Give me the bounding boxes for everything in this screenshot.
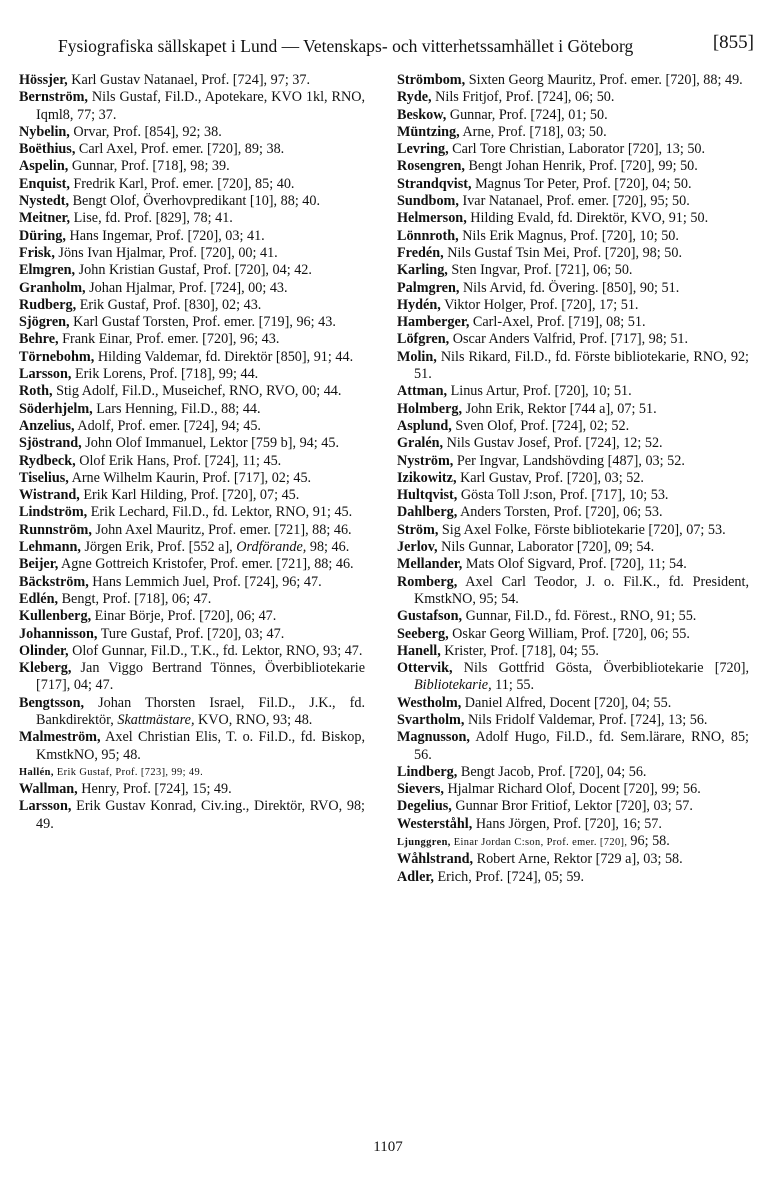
index-entry xyxy=(19,435,365,452)
entry-name: Hössjer, xyxy=(19,72,68,88)
index-entry xyxy=(19,124,365,141)
entry-name: Rudberg, xyxy=(19,296,77,313)
entry-name: Johannisson, xyxy=(19,625,98,642)
entry-name: Malmeström, xyxy=(19,729,101,746)
entry-details: Stig Adolf, Fil.D., Museichef, RNO, RVO, 00; 44. xyxy=(56,383,342,400)
index-entry xyxy=(19,331,365,348)
entry-details: Arne Wilhelm Kaurin, Prof. [717], 02; 45. xyxy=(71,469,312,486)
entry-details: Gunnar, Prof. [724], 01; 50. xyxy=(449,106,608,123)
index-entry xyxy=(19,470,365,487)
entry-details: Robert Arne, Rektor [729 a], 03; 58. xyxy=(476,851,683,868)
index-entry xyxy=(397,816,749,833)
entry-name: Seeberg, xyxy=(397,625,449,642)
index-entry xyxy=(397,764,749,781)
entry-name: Larsson, xyxy=(19,366,72,383)
entry-name: Bäckström, xyxy=(19,573,89,590)
entry-name: Attman, xyxy=(397,383,448,400)
index-entry xyxy=(19,245,365,262)
index-entry xyxy=(19,591,365,608)
entry-details: Viktor Holger, Prof. [720], 17; 51. xyxy=(444,296,639,313)
entry-details: Nils Rikard, Fil.D., fd. Förste bibliotekarie, RNO, 92; 51. xyxy=(414,348,749,383)
entry-details: Einar Jordan C:son, Prof. emer. [720], xyxy=(453,837,628,849)
entry-name: Granholm, xyxy=(19,279,86,296)
entry-name: Hallén, xyxy=(19,766,54,778)
index-entry xyxy=(397,107,749,124)
entry-details: Sten Ingvar, Prof. [721], 06; 50. xyxy=(451,262,633,279)
entry-name: Düring, xyxy=(19,227,66,244)
index-entry xyxy=(19,193,365,210)
entry-name: Meitner, xyxy=(19,210,71,227)
entry-details: Erik Gustav Konrad, Civ.ing., Direktör, RVO, 98; 49. xyxy=(36,798,365,832)
entry-details: John Kristian Gustaf, Prof. [720], 04; 42. xyxy=(78,262,312,279)
index-entry xyxy=(397,660,749,695)
entry-details: Olof Gunnar, Fil.D., T.K., fd. Lektor, RNO, 93; 47. xyxy=(72,642,363,659)
entry-name: Rydbeck, xyxy=(19,452,76,469)
index-entry xyxy=(397,453,749,470)
entry-name: Ottervik, xyxy=(397,660,453,677)
entry-name: Boëthius, xyxy=(19,141,76,158)
index-entry xyxy=(19,608,365,625)
index-entry xyxy=(397,435,749,452)
index-entry xyxy=(397,124,749,141)
entry-name: Müntzing, xyxy=(397,123,460,140)
entry-details: Gunnar Bror Fritiof, Lektor [720], 03; 57. xyxy=(455,798,693,815)
index-entry xyxy=(397,781,749,798)
index-entry xyxy=(397,539,749,556)
entry-details: Fredrik Karl, Prof. emer. [720], 85; 40. xyxy=(73,175,295,192)
entry-name: Sievers, xyxy=(397,781,444,798)
entry-name: Gustafson, xyxy=(397,608,463,625)
entry-details: Nils Gustaf, Fil.D., Apotekare, KVO 1kl, RNO, Iqml8, 77; 37. xyxy=(36,89,366,123)
index-entry xyxy=(397,349,749,384)
index-entry xyxy=(397,729,749,764)
entry-details: Karl Gustav, Prof. [720], 03; 52. xyxy=(460,469,644,486)
entry-name: Gralén, xyxy=(397,435,444,452)
entry-details: Mats Olof Sigvard, Prof. [720], 11; 54. xyxy=(465,556,687,573)
entry-details: Axel Carl Teodor, J. o. Fil.K., fd. President, KmstkNO, 95; 54. xyxy=(414,573,749,607)
entry-name: Kleberg, xyxy=(19,660,72,677)
entry-name: Behre, xyxy=(19,331,59,348)
entry-name: Palmgren, xyxy=(397,279,460,296)
entry-name: Strandqvist, xyxy=(397,175,472,192)
entry-details: Carl Tore Christian, Laborator [720], 13; 50. xyxy=(452,141,706,158)
index-entry xyxy=(19,487,365,504)
entry-name: Sjöstrand, xyxy=(19,435,82,452)
index-entry xyxy=(397,712,749,729)
entry-name: Runnström, xyxy=(19,521,92,538)
entry-name: Wallman, xyxy=(19,781,78,798)
index-entry xyxy=(397,401,749,418)
index-entry xyxy=(397,89,749,106)
entry-details: Hans Ingemar, Prof. [720], 03; 41. xyxy=(69,227,265,244)
index-entry xyxy=(19,401,365,418)
entry-name: Helmerson, xyxy=(397,210,467,227)
index-entry xyxy=(397,608,749,625)
entry-name: Beskow, xyxy=(397,106,447,123)
index-entry xyxy=(19,626,365,643)
entry-details: Henry, Prof. [724], 15; 49. xyxy=(81,781,232,798)
index-entry xyxy=(19,660,365,695)
entry-name: Nyström, xyxy=(397,452,454,469)
index-entry xyxy=(19,89,365,124)
entry-details: Sven Olof, Prof. [724], 02; 52. xyxy=(455,417,630,434)
index-entry xyxy=(19,574,365,591)
entry-name: Hydén, xyxy=(397,296,441,313)
entry-name: Hamberger, xyxy=(397,314,470,331)
index-entry xyxy=(397,626,749,643)
entry-name: Edlén, xyxy=(19,590,59,607)
entry-details: Jörgen Erik, Prof. [552 a], xyxy=(84,539,233,556)
entry-details: Erik Gustaf, Prof. [723], 99; 49. xyxy=(56,766,204,778)
entry-name: Hanell, xyxy=(397,642,441,659)
index-entry xyxy=(397,193,749,210)
index-entry xyxy=(19,228,365,245)
index-entry xyxy=(19,504,365,521)
index-entry xyxy=(397,297,749,314)
entry-details: Johan Hjalmar, Prof. [724], 00; 43. xyxy=(89,279,288,296)
index-entry xyxy=(397,141,749,158)
index-entry xyxy=(397,262,749,279)
entry-years: 98; 46. xyxy=(309,539,350,556)
index-entry xyxy=(19,297,365,314)
index-entry xyxy=(397,851,749,868)
entry-details: Frank Einar, Prof. emer. [720], 96; 43. xyxy=(62,331,280,348)
index-entry xyxy=(19,280,365,297)
entry-details: Per Ingvar, Landshövding [487], 03; 52. xyxy=(456,452,685,469)
entry-details: Hans Lemmich Juel, Prof. [724], 96; 47. xyxy=(92,573,322,590)
entry-name: Rosengren, xyxy=(397,158,465,175)
index-entry xyxy=(19,72,365,89)
entry-details: Bengt Jacob, Prof. [720], 04; 56. xyxy=(460,763,647,780)
index-entry xyxy=(19,418,365,435)
entry-name: Elmgren, xyxy=(19,262,76,279)
right-column xyxy=(397,72,749,886)
entry-details: Oscar Anders Valfrid, Prof. [717], 98; 51. xyxy=(452,331,689,348)
index-entry xyxy=(19,158,365,175)
index-entry xyxy=(397,72,749,89)
header-page-ref: [855] xyxy=(712,32,754,53)
index-entry xyxy=(19,383,365,400)
entry-name: Lindberg, xyxy=(397,763,458,780)
entry-name: Jerlov, xyxy=(397,539,438,556)
entry-name: Anzelius, xyxy=(19,417,75,434)
entry-details: Hans Jörgen, Prof. [720], 16; 57. xyxy=(475,815,662,832)
entry-name: Karling, xyxy=(397,262,448,279)
entry-details: Krister, Prof. [718], 04; 55. xyxy=(444,642,599,659)
entry-name: Lindström, xyxy=(19,504,88,521)
index-entry xyxy=(397,280,749,297)
entry-name: Nybelin, xyxy=(19,123,70,140)
entry-name: Sundbom, xyxy=(397,193,459,210)
entry-name: Izikowitz, xyxy=(397,469,457,486)
entry-name: Törnebohm, xyxy=(19,348,95,365)
entry-details: Nils Gustaf Tsin Mei, Prof. [720], 98; 50. xyxy=(447,244,682,261)
entry-details: Jan Viggo Bertrand Tönnes, Överbibliotekarie [717], 04; 47. xyxy=(36,660,366,694)
entry-name: Nystedt, xyxy=(19,193,70,210)
entry-name: Ryde, xyxy=(397,89,432,106)
index-entry xyxy=(397,210,749,227)
entry-name: Sjögren, xyxy=(19,314,70,331)
entry-details: Carl Axel, Prof. emer. [720], 89; 38. xyxy=(78,141,285,158)
index-entry xyxy=(19,349,365,366)
entry-name: Bernström, xyxy=(19,89,88,106)
header-title: Fysiografiska sällskapet i Lund — Vetenskaps- och vitterhetssamhället i Göteborg xyxy=(58,36,634,56)
entry-details: Orvar, Prof. [854], 92; 38. xyxy=(73,123,222,140)
page-number: 1107 xyxy=(373,1139,403,1155)
entry-name: Beijer, xyxy=(19,556,59,573)
entry-details: Nils Erik Magnus, Prof. [720], 10; 50. xyxy=(462,227,679,244)
entry-details: Sig Axel Folke, Förste bibliotekarie [720], 07; 53. xyxy=(441,521,726,538)
index-entry xyxy=(397,556,749,573)
index-entry xyxy=(397,158,749,175)
index-entry xyxy=(397,487,749,504)
entry-details: Karl Gustav Natanael, Prof. [724], 97; 37. xyxy=(71,72,311,88)
entry-name: Roth, xyxy=(19,383,53,400)
entry-details: Olof Erik Hans, Prof. [724], 11; 45. xyxy=(79,452,282,469)
entry-details: Carl-Axel, Prof. [719], 08; 51. xyxy=(472,314,646,331)
index-entry xyxy=(397,833,749,851)
entry-details: Erik Lorens, Prof. [718], 99; 44. xyxy=(74,366,259,383)
index-entry xyxy=(19,781,365,798)
entry-name: Westholm, xyxy=(397,694,462,711)
entry-name: Löfgren, xyxy=(397,331,450,348)
entry-details: Ivar Natanael, Prof. emer. [720], 95; 50. xyxy=(462,193,690,210)
entry-name: Kullenberg, xyxy=(19,608,92,625)
entry-details: Gösta Toll J:son, Prof. [717], 10; 53. xyxy=(460,487,669,504)
entry-name: Romberg, xyxy=(397,573,458,590)
entry-name: Söderhjelm, xyxy=(19,400,93,417)
entry-details: Linus Artur, Prof. [720], 10; 51. xyxy=(450,383,632,400)
index-entry xyxy=(19,453,365,470)
entry-role: Ordförande, xyxy=(236,539,307,556)
index-entry xyxy=(397,314,749,331)
entry-details: Karl Gustaf Torsten, Prof. emer. [719], 96; 43. xyxy=(73,314,336,331)
entry-details: John Olof Immanuel, Lektor [759 b], 94; 45. xyxy=(85,435,339,452)
index-entry xyxy=(19,176,365,193)
entry-details: Hjalmar Richard Olof, Docent [720], 99; 56. xyxy=(447,781,701,798)
index-entry xyxy=(19,314,365,331)
entry-name: Asplund, xyxy=(397,417,452,434)
entry-name: Fredén, xyxy=(397,244,444,261)
entry-details: Lars Henning, Fil.D., 88; 44. xyxy=(96,400,261,417)
entry-name: Levring, xyxy=(397,141,449,158)
entry-details: Adolf, Prof. emer. [724], 94; 45. xyxy=(77,417,261,434)
entry-details: Nils Fridolf Valdemar, Prof. [724], 13; 56. xyxy=(467,711,708,728)
entry-years: KVO, RNO, 93; 48. xyxy=(198,711,313,728)
entry-details: Bengt, Prof. [718], 06; 47. xyxy=(61,590,212,607)
entry-details: John Erik, Rektor [744 a], 07; 51. xyxy=(465,400,657,417)
entry-name: Tiselius, xyxy=(19,469,69,486)
entry-details: Erik Karl Hilding, Prof. [720], 07; 45. xyxy=(83,487,300,504)
entry-name: Wåhlstrand, xyxy=(397,851,474,868)
entry-details: Nils Gustav Josef, Prof. [724], 12; 52. xyxy=(446,435,663,452)
entry-name: Degelius, xyxy=(397,798,452,815)
index-entry xyxy=(19,695,365,730)
entry-name: Bengtsson, xyxy=(19,694,85,711)
entry-details: Nils Fritjof, Prof. [724], 06; 50. xyxy=(435,89,615,106)
entry-role: Bibliotekarie, xyxy=(414,677,492,694)
index-entry xyxy=(397,245,749,262)
index-entry xyxy=(397,869,749,886)
entry-years: 11; 55. xyxy=(495,677,535,694)
index-entry xyxy=(397,176,749,193)
entry-role: Skattmästare, xyxy=(117,711,195,728)
index-entry xyxy=(397,331,749,348)
entry-details: Sixten Georg Mauritz, Prof. emer. [720], 88; 49. xyxy=(468,72,743,88)
index-entry xyxy=(397,643,749,660)
index-entry xyxy=(19,798,365,833)
index-entry xyxy=(19,556,365,573)
entry-details: Bengt Johan Henrik, Prof. [720], 99; 50. xyxy=(468,158,698,175)
entry-details: Magnus Tor Peter, Prof. [720], 04; 50. xyxy=(475,175,692,192)
entry-name: Westerståhl, xyxy=(397,815,473,832)
index-entry xyxy=(397,504,749,521)
index-entry xyxy=(397,228,749,245)
entry-details: Erik Gustaf, Prof. [830], 02; 43. xyxy=(79,296,262,313)
index-entry xyxy=(19,643,365,660)
entry-name: Enquist, xyxy=(19,175,70,192)
entry-details: Johan Thorsten Israel, Fil.D., J.K., fd. Bankdirektör, xyxy=(36,694,365,728)
entry-details: Gunnar, Prof. [718], 98; 39. xyxy=(71,158,230,175)
index-entry xyxy=(19,729,365,764)
entry-details: Agne Gottreich Kristofer, Prof. emer. [721], 88; 46. xyxy=(61,556,354,573)
entry-name: Molin, xyxy=(397,348,437,365)
entry-details: Bengt Olof, Överhovpredikant [10], 88; 40. xyxy=(72,193,321,210)
entry-name: Adler, xyxy=(397,868,434,885)
entry-details: Ture Gustaf, Prof. [720], 03; 47. xyxy=(100,625,285,642)
entry-name: Strömbom, xyxy=(397,72,466,88)
entry-details: Gunnar, Fil.D., fd. Förest., RNO, 91; 55. xyxy=(465,608,697,625)
entry-name: Wistrand, xyxy=(19,487,80,504)
index-entry xyxy=(397,522,749,539)
entry-name: Dahlberg, xyxy=(397,504,458,521)
index-entry xyxy=(19,764,365,781)
index-entry xyxy=(397,418,749,435)
entry-name: Ljunggren, xyxy=(397,837,451,849)
index-entry xyxy=(19,539,365,556)
entry-details: Jöns Ivan Hjalmar, Prof. [720], 00; 41. xyxy=(58,244,278,261)
index-entry xyxy=(19,141,365,158)
entry-name: Frisk, xyxy=(19,244,55,261)
index-entry xyxy=(397,383,749,400)
index-entry xyxy=(397,574,749,609)
entry-name: Olinder, xyxy=(19,642,69,659)
entry-details: Arne, Prof. [718], 03; 50. xyxy=(462,123,607,140)
entry-name: Larsson, xyxy=(19,798,72,815)
entry-name: Ström, xyxy=(397,521,439,538)
entry-details: Nils Gunnar, Laborator [720], 09; 54. xyxy=(441,539,655,556)
entry-details: John Axel Mauritz, Prof. emer. [721], 88; 46. xyxy=(95,521,352,538)
index-entry xyxy=(19,210,365,227)
entry-details: Erik Lechard, Fil.D., fd. Lektor, RNO, 91; 45. xyxy=(90,504,353,521)
entry-name: Svartholm, xyxy=(397,711,465,728)
index-entry xyxy=(397,695,749,712)
entry-details: Einar Börje, Prof. [720], 06; 47. xyxy=(94,608,277,625)
entry-details: Oskar Georg William, Prof. [720], 06; 55. xyxy=(452,625,690,642)
left-column xyxy=(19,72,365,833)
index-entry xyxy=(19,522,365,539)
entry-details: Lise, fd. Prof. [829], 78; 41. xyxy=(73,210,233,227)
index-entry xyxy=(19,366,365,383)
index-entry xyxy=(397,470,749,487)
entry-details: Axel Christian Elis, T. o. Fil.D., fd. Biskop, KmstkNO, 95; 48. xyxy=(36,729,365,763)
entry-details: Anders Torsten, Prof. [720], 06; 53. xyxy=(460,504,663,521)
entry-name: Mellander, xyxy=(397,556,463,573)
running-header xyxy=(58,30,754,60)
entry-details: Hilding Evald, fd. Direktör, KVO, 91; 50. xyxy=(470,210,709,227)
entry-name: Lehmann, xyxy=(19,539,81,556)
entry-name: Holmberg, xyxy=(397,400,463,417)
entry-name: Magnusson, xyxy=(397,729,470,746)
entry-name: Hultqvist, xyxy=(397,487,458,504)
entry-details: Daniel Alfred, Docent [720], 04; 55. xyxy=(464,694,672,711)
entry-details: Nils Gottfrid Gösta, Överbibliotekarie [720], xyxy=(463,660,749,677)
entry-details: Hilding Valdemar, fd. Direktör [850], 91; 44. xyxy=(97,348,354,365)
entry-details: Adolf Hugo, Fil.D., fd. Sem.lärare, RNO, 85; 56. xyxy=(414,729,749,763)
entry-details: Nils Arvid, fd. Övering. [850], 90; 51. xyxy=(462,279,680,296)
entry-name: Lönnroth, xyxy=(397,227,459,244)
entry-years: 96; 58. xyxy=(630,833,670,850)
entry-name: Aspelin, xyxy=(19,158,69,175)
entry-details: Erich, Prof. [724], 05; 59. xyxy=(437,868,585,885)
index-entry xyxy=(19,262,365,279)
index-entry xyxy=(397,798,749,815)
